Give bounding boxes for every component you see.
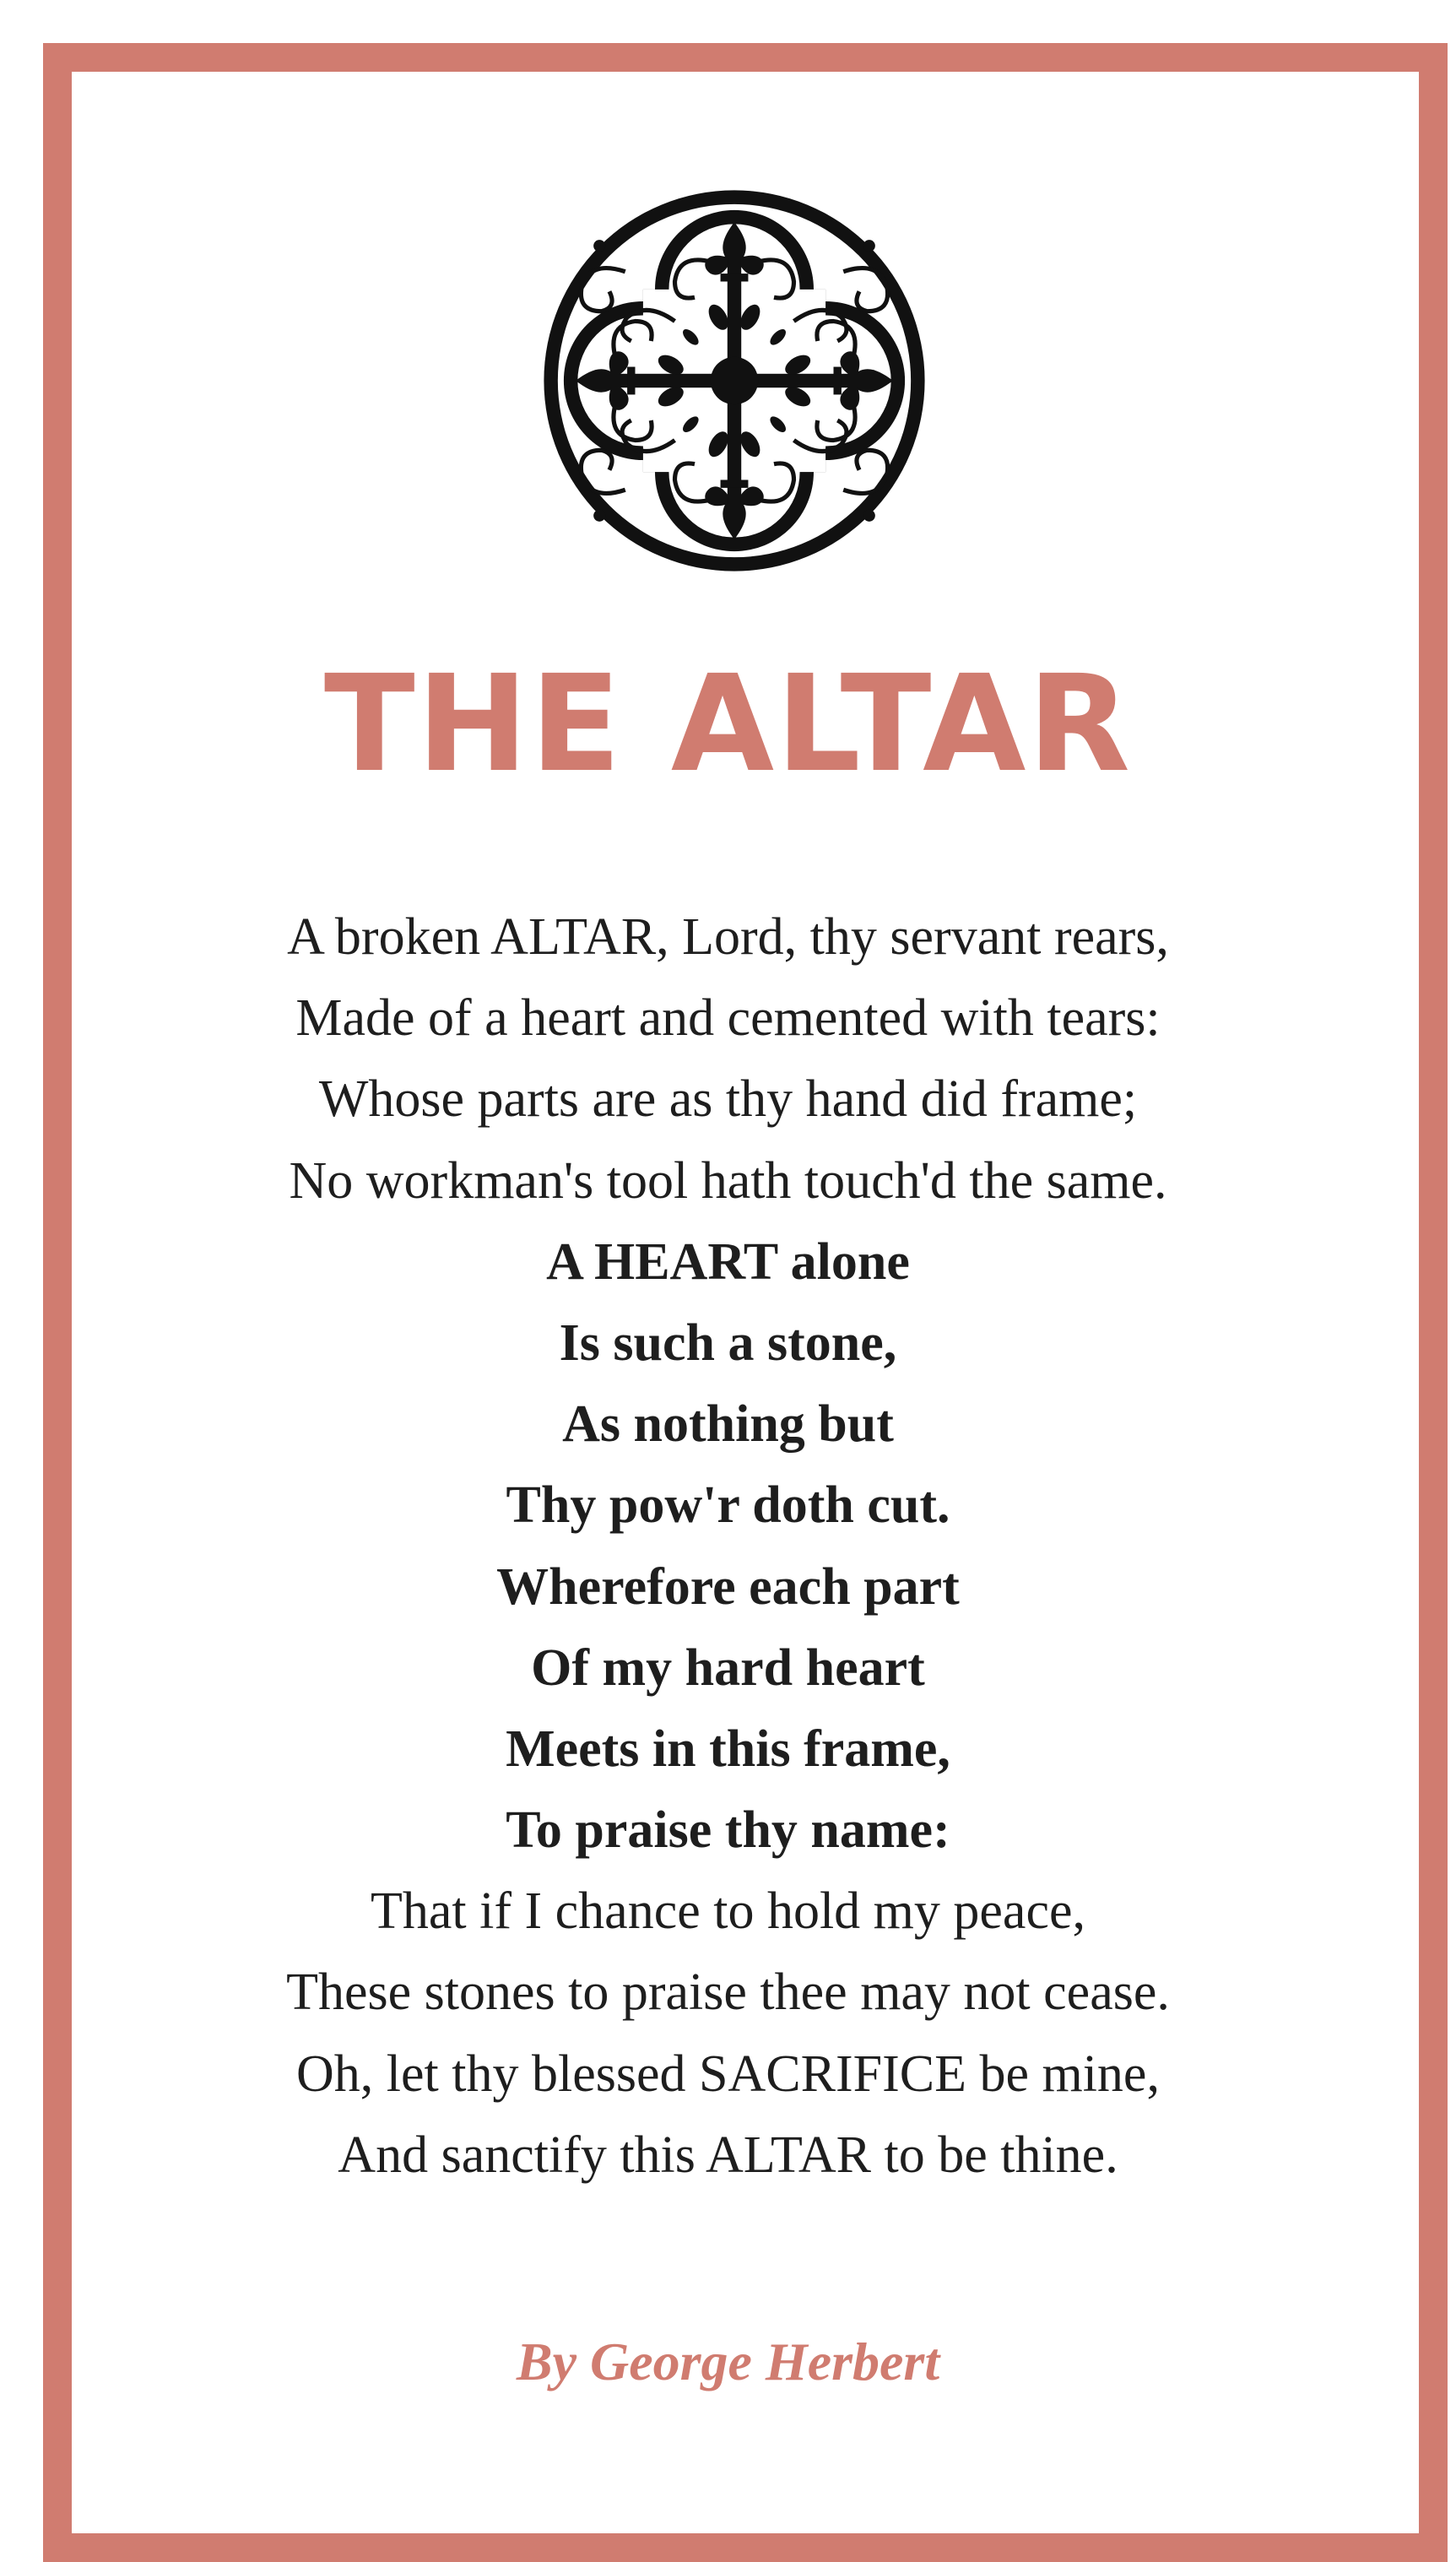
poem-body	[0, 896, 1456, 2196]
poem-line: That if I chance to hold my peace,	[371, 1882, 1085, 1941]
poem-line: As nothing but	[562, 1395, 894, 1454]
poem-line: To praise thy name:	[506, 1801, 950, 1860]
poem-line: And sanctify this ALTAR to be thine.	[338, 2126, 1118, 2184]
poem-line: Whose parts are as thy hand did frame;	[318, 1070, 1138, 1129]
poem-line: A HEART alone	[546, 1232, 910, 1291]
poem-line: A broken ALTAR, Lord, thy servant rears,	[287, 908, 1169, 966]
poem-title: THE ALTAR	[323, 647, 1133, 802]
poem-line: No workman's tool hath touch'd the same.	[289, 1151, 1167, 1210]
poem-line: Thy pow'r doth cut.	[506, 1476, 950, 1535]
poem-line: Meets in this frame,	[506, 1720, 950, 1778]
author-byline: By George Herbert	[516, 2332, 940, 2391]
quatrefoil-cross-medallion-icon	[536, 182, 933, 579]
poem-line: Wherefore each part	[496, 1557, 960, 1616]
poem-line: Oh, let thy blessed SACRIFICE be mine,	[296, 2045, 1160, 2103]
poem-line: Of my hard heart	[531, 1638, 925, 1697]
poem-line: These stones to praise thee may not cease.	[286, 1963, 1170, 2022]
poem-line: Made of a heart and cemented with tears:	[295, 989, 1161, 1048]
poem-line: Is such a stone,	[559, 1313, 897, 1372]
